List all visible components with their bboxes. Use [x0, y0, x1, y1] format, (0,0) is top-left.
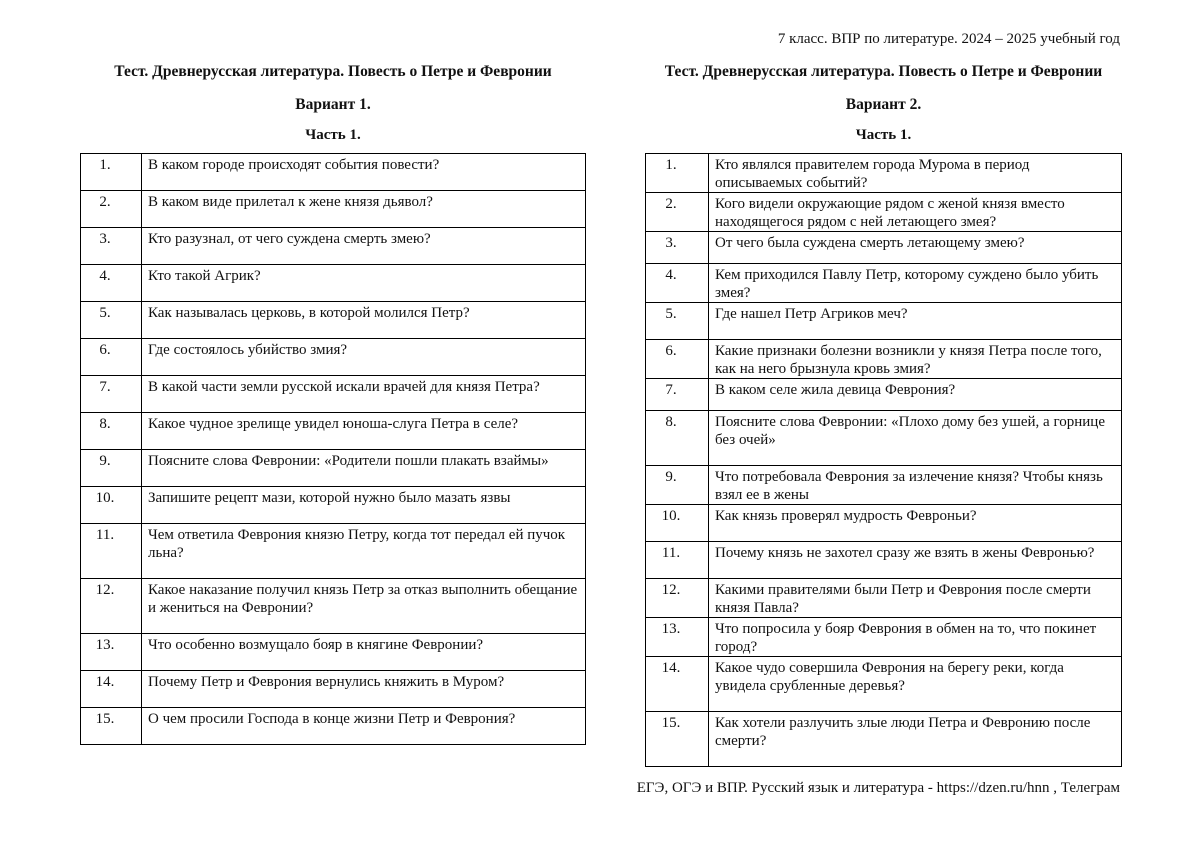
question-row — [81, 413, 586, 450]
question-number: 3. — [81, 228, 142, 265]
question-text: Почему князь не захотел сразу же взять в жены Февронью? — [709, 542, 1122, 579]
question-row — [646, 232, 1122, 264]
question-row — [81, 487, 586, 524]
question-row — [81, 339, 586, 376]
question-text: Какими правителями были Петр и Феврония после смерти князя Павла? — [709, 579, 1122, 618]
question-text: Что особенно возмущало бояр в княгине Февронии? — [142, 634, 586, 671]
question-text: Какие признаки болезни возникли у князя Петра после того, как на него брызнула кровь змия? — [709, 340, 1122, 379]
question-number: 8. — [646, 411, 709, 466]
question-row — [81, 708, 586, 745]
question-text: Как хотели разлучить злые люди Петра и Февронию после смерти? — [709, 712, 1122, 767]
question-row — [81, 265, 586, 302]
question-number: 4. — [81, 265, 142, 302]
question-number: 1. — [646, 154, 709, 193]
question-text: Что попросила у бояр Феврония в обмен на то, что покинет город? — [709, 618, 1122, 657]
question-number: 15. — [646, 712, 709, 767]
question-number: 10. — [646, 505, 709, 542]
question-text: Где состоялось убийство змия? — [142, 339, 586, 376]
question-number: 5. — [646, 303, 709, 340]
footer-note: ЕГЭ, ОГЭ и ВПР. Русский язык и литература - https://dzen.ru/hnn , Телеграм — [636, 780, 1120, 796]
question-row — [81, 302, 586, 339]
question-text: Как князь проверял мудрость Февроньи? — [709, 505, 1122, 542]
question-text: Поясните слова Февронии: «Родители пошли плакать взаймы» — [142, 450, 586, 487]
question-number: 11. — [646, 542, 709, 579]
question-row — [646, 618, 1122, 657]
question-number: 14. — [646, 657, 709, 712]
variant-1-part: Часть 1. — [305, 127, 361, 143]
question-text: Кто такой Агрик? — [142, 265, 586, 302]
question-row — [646, 264, 1122, 303]
question-number: 7. — [646, 379, 709, 411]
question-number: 8. — [81, 413, 142, 450]
question-row — [646, 340, 1122, 379]
question-text: Кем приходился Павлу Петр, которому суждено было убить змея? — [709, 264, 1122, 303]
question-number: 1. — [81, 154, 142, 191]
question-row — [646, 579, 1122, 618]
variant-2-title: Тест. Древнерусская литература. Повесть о Петре и Февронии — [664, 63, 1103, 80]
question-number: 11. — [81, 524, 142, 579]
question-number: 13. — [646, 618, 709, 657]
question-text: В каком городе происходят события повести? — [142, 154, 586, 191]
question-row — [81, 376, 586, 413]
question-text: В какой части земли русской искали врачей для князя Петра? — [142, 376, 586, 413]
question-number: 14. — [81, 671, 142, 708]
question-number: 9. — [81, 450, 142, 487]
question-number: 3. — [646, 232, 709, 264]
question-text: Кто разузнал, от чего суждена смерть змею? — [142, 228, 586, 265]
variant-1-title: Тест. Древнерусская литература. Повесть о Петре и Февронии — [114, 63, 552, 80]
question-row — [646, 303, 1122, 340]
question-row — [646, 712, 1122, 767]
question-text: О чем просили Господа в конце жизни Петр и Феврония? — [142, 708, 586, 745]
question-row — [646, 411, 1122, 466]
question-row — [81, 154, 586, 191]
variant-2-part: Часть 1. — [855, 127, 912, 143]
question-row — [81, 191, 586, 228]
question-number: 9. — [646, 466, 709, 505]
question-text: Чем ответила Феврония князю Петру, когда тот передал ей пучок льна? — [142, 524, 586, 579]
question-row — [646, 466, 1122, 505]
question-row — [81, 671, 586, 708]
question-number: 2. — [646, 193, 709, 232]
question-number: 6. — [81, 339, 142, 376]
question-text: Какое чудное зрелище увидел юноша-слуга Петра в селе? — [142, 413, 586, 450]
question-number: 12. — [646, 579, 709, 618]
question-text: Какое наказание получил князь Петр за отказ выполнить обещание и жениться на Февронии? — [142, 579, 586, 634]
question-row — [646, 379, 1122, 411]
question-text: Кто являлся правителем города Мурома в период описываемых событий? — [709, 154, 1122, 193]
question-number: 13. — [81, 634, 142, 671]
question-number: 10. — [81, 487, 142, 524]
question-number: 5. — [81, 302, 142, 339]
header-note: 7 класс. ВПР по литературе. 2024 – 2025 учебный год — [777, 31, 1120, 47]
question-row — [81, 450, 586, 487]
question-row — [646, 542, 1122, 579]
question-text: Где нашел Петр Агриков меч? — [709, 303, 1122, 340]
question-row — [81, 579, 586, 634]
variant-2-subtitle: Вариант 2. — [845, 96, 922, 113]
question-row — [81, 228, 586, 265]
question-row — [646, 193, 1122, 232]
question-text: Как называлась церковь, в которой молился Петр? — [142, 302, 586, 339]
variant-2-question-table — [645, 153, 1122, 767]
question-text: Какое чудо совершила Феврония на берегу реки, когда увидела срубленные деревья? — [709, 657, 1122, 712]
question-row — [646, 657, 1122, 712]
question-text: От чего была суждена смерть летающему змею? — [709, 232, 1122, 264]
question-row — [646, 505, 1122, 542]
question-number: 6. — [646, 340, 709, 379]
question-text: Почему Петр и Феврония вернулись княжить в Муром? — [142, 671, 586, 708]
question-number: 12. — [81, 579, 142, 634]
question-row — [81, 634, 586, 671]
question-number: 15. — [81, 708, 142, 745]
question-text: Запишите рецепт мази, которой нужно было мазать язвы — [142, 487, 586, 524]
question-text: Кого видели окружающие рядом с женой князя вместо находящегося рядом с ней летающего змея? — [709, 193, 1122, 232]
question-text: В каком виде прилетал к жене князя дьявол? — [142, 191, 586, 228]
question-text: В каком селе жила девица Феврония? — [709, 379, 1122, 411]
question-text: Поясните слова Февронии: «Плохо дому без ушей, а горнице без очей» — [709, 411, 1122, 466]
question-row — [81, 524, 586, 579]
question-number: 7. — [81, 376, 142, 413]
question-row — [646, 154, 1122, 193]
variant-1-question-table — [80, 153, 586, 745]
question-number: 2. — [81, 191, 142, 228]
question-number: 4. — [646, 264, 709, 303]
variant-1-subtitle: Вариант 1. — [295, 96, 371, 113]
question-text: Что потребовала Феврония за излечение князя? Чтобы князь взял ее в жены — [709, 466, 1122, 505]
